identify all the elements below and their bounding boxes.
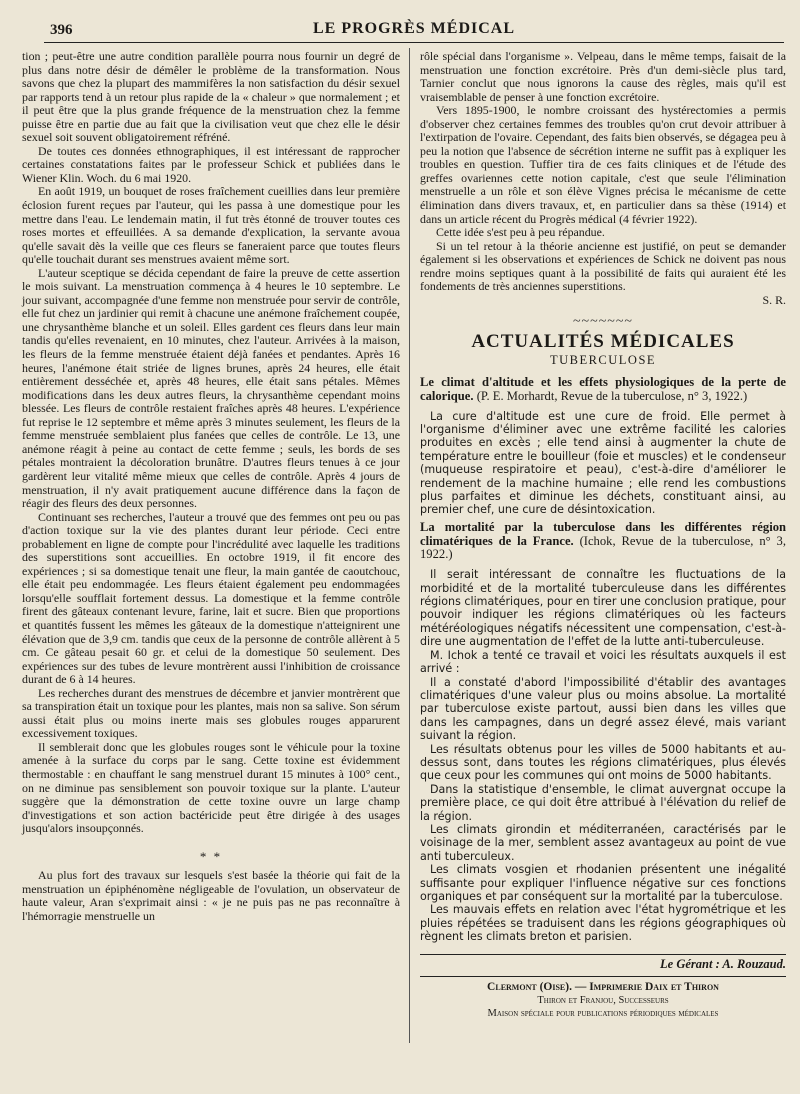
left-column bbox=[22, 50, 400, 923]
paragraph: Les climats girondin et méditerranéen, caractérisés par le voisinage de la mer, semblent assez avantageux au point de vue anti tuberculeux. bbox=[420, 822, 786, 863]
paragraph: Vers 1895-1900, le nombre croissant des hystérectomies a permis d'observer chez certaines femmes des troubles qu'on crut devoir attribuer à l'extirpation de l'ovaire. Cependant, des faits bien observés, se dégagea peu à peu la notion que l'absence de sécrétion interne ne suffit pas à expliquer les troubles en question. Tuffier tira de ces faits cliniques et de l'étude des greffes ovariennes cette notion capitale, c'est que seule l'élimination menstruelle a un rôle et son élève Vignes précisa le mécanisme de cette élimination dans divers travaux, et, en particulier dans sa thèse (1914) et dans un article récent du Progrès médical (4 février 1922). bbox=[420, 103, 786, 226]
article-reference: (P. E. Morhardt, Revue de la tuberculose, n° 3, 1922.) bbox=[476, 388, 748, 403]
paragraph: rôle spécial dans l'organisme ». Velpeau, dans le même temps, faisait de la menstruation une fonction excrétoire. Près d'un demi-siècle plus tard, Tarnier conclut que nous ignorons la cause des règles, mais qu'il est vraisemblable de penser à une fonction excrétoire. bbox=[420, 49, 786, 104]
journal-title: LE PROGRÈS MÉDICAL bbox=[312, 20, 516, 37]
page-number: 396 bbox=[50, 22, 73, 38]
section-title: ACTUALITÉS MÉDICALES bbox=[471, 330, 735, 352]
paragraph: Les mauvais effets en relation avec l'état hygrométrique et les pluies répétées se traduisent dans les régions géographiques où règnent les climats breton et parisien. bbox=[420, 903, 786, 944]
article-body bbox=[420, 410, 786, 517]
section-subtitle: TUBERCULOSE bbox=[549, 353, 657, 368]
article-reference: (Ichok, Revue de la tuberculose, n° 3, 1922.) bbox=[420, 533, 786, 562]
paragraph: La cure d'altitude est une cure de froid. Elle permet à l'organisme d'éliminer avec une extrême facilité les calories produites en excès ; elle tend ainsi à augmenter la chute de température entre le bouilleur (foie et muscles) et le condenseur (muqueuse respiratoire et peau), c'est-à-dire d'améliorer le rendement de la machine humaine ; elle rend les combustions plus parfaites et diminue les déchets, constituant ainsi, au premier chef, une cure de désintoxication. bbox=[420, 409, 786, 517]
paragraph: Dans la statistique d'ensemble, le climat auvergnat occupe la première place, ce qui doit être attribué à l'élévation du relief de la région. bbox=[420, 782, 786, 823]
right-column bbox=[420, 50, 786, 1020]
article-body bbox=[420, 568, 786, 943]
paragraph: Cette idée s'est peu à peu répandue. bbox=[436, 225, 605, 240]
printer-imprint bbox=[420, 976, 786, 1020]
paragraph: Il a constaté d'abord l'impossibilité d'établir des avantages climatériques d'une valeur plus ou moins absolue. La mortalité par tuberculose existe partout, aussi bien dans les villes que dans les campagnes, dans un degré assez élevé, mais variant suivant la région. bbox=[420, 675, 786, 743]
article-title-text: Le climat d'altitude et les effets physiologiques de la perte de calorique. bbox=[420, 375, 786, 403]
paragraph: Si un tel retour à la théorie ancienne est justifié, on peut se demander également si les observations et expériences de Schick ne doivent pas nous rendre moins septiques quant à la possibilité de faits qui auraient été les fondements de très anciennes superstitions. bbox=[420, 238, 786, 294]
paragraph: M. Ichok a tenté ce travail et voici les résultats auxquels il est arrivé : bbox=[420, 648, 786, 676]
section-stars: * * bbox=[199, 848, 223, 864]
gerant-line: Le Gérant : A. Rouzaud. bbox=[420, 954, 786, 972]
page-header bbox=[44, 18, 784, 43]
paragraph: Les recherches durant des menstrues de décembre et janvier montrèrent que sa transpiration était un toxique pour les plantes, mais non sa salive. Son sérum aussi était plus ou moins inerte mais ses globules rouges apparurent excessivement toxiques. bbox=[22, 685, 400, 741]
author-signature: S. R. bbox=[762, 292, 786, 307]
article-title-text: La mortalité par la tuberculose dans les différentes région climatériques de la France. bbox=[420, 519, 786, 548]
ornamental-divider: ~~~~~~~ bbox=[572, 314, 634, 330]
paragraph: Les climats vosgien et rhodanien présentent une inégalité suffisante pour expliquer l'influence négative sur ces fonctions organiques et par conséquent sur la mortalité par la tuberculose. bbox=[420, 863, 786, 904]
paragraph: L'auteur sceptique se décida cependant de faire la preuve de cette assertion le mois suivant. La menstruation commença à 4 heures le 10 septembre. Le jour suivant, accompagnée d'une femme non menstruée pour servir de contrôle, elle fut chez un jardinier qui remit à chacune une anémone fraîchement coupée, une chrysanthème blanche et un soleil. Elles gardent ces fleurs dans leur main tandis qu'elles revenaient, en 10 minutes, chez l'auteur. Arrivées à la maison, les fleurs de la femme menstruée étaient déjà fanées et pendantes. Après 16 heures, l'anémone était striée de lignes brunes, après 24 heures, elle était entièrement desséchée et, après 48 heures, elle était sans pétales. Mêmes modifications dans les deux autres fleurs, la chrysanthème cependant moins blessée. Les fleurs de contrôle restaient fraîches après 48 heures. L'expérience fut reprise le 12 septembre et même après 3 minutes seulement, les fleurs de la femme menstruée semblaient plus fanées que celles de contrôle. Le 13, une anémone réagit à peine au contact de cette femme ; seuls, les bords de ses pétales montraient la décoloration brunâtre. D'autres fleurs tenues à ce jour gardèrent leur vitalité même mieux que celles de contrôle. Après 4 jours de menstruation, il n'y avait pratiquement aucune différence dans la façon de réagir des fleurs des deux personnes. bbox=[22, 265, 401, 511]
paragraph: Les résultats obtenus pour les villes de 5000 habitants et au-dessus sont, dans toutes les régions climatériques, plus élevés que ceux pour les communes qui ont moins de 5000 habitants. bbox=[420, 742, 786, 783]
paragraph: Il semblerait donc que les globules rouges sont le véhicule pour la toxine amenée à la surface du corps par le sang. Cette toxine est évidemment thermostable : en chauffant le sang menstruel durant 15 minutes à 100° cent., on ne diminue pas sensiblement son pouvoir toxique sur la plante. L'auteur suggère que la démonstration de cette toxine ouvre un large champ d'investigations et son action bactéricide peut être dirigée à des usages jusqu'alors insoupçonnés. bbox=[22, 739, 400, 836]
paragraph: De toutes ces données ethnographiques, il est intéressant de rapprocher certaines constatations faites par le professeur Schick et publiées dans le Wiener Klin. Woch. du 6 mai 1920. bbox=[22, 143, 400, 185]
paragraph: Il serait intéressant de connaître les fluctuations de la morbidité et de la mortalité tuberculeuse dans les différentes régions climatériques, pour en tirer une conclusion pratique, pour pouvoir indiquer les régions climatériques où les facteurs météréologiques négatifs nécessitent une compensation, c'est-à-dire une augmentation de l'effet de la lutte anti-tuberculeuse. bbox=[420, 568, 786, 649]
imprint-line: Thiron et Franjou, Successeurs bbox=[537, 995, 669, 1007]
article-title bbox=[420, 376, 786, 404]
imprint-line: Clermont (Oise). — Imprimerie Daix et Thiron bbox=[487, 981, 719, 994]
imprint-line: Maison spéciale pour publications périodiques médicales bbox=[487, 1008, 719, 1020]
paragraph: tion ; peut-être une autre condition parallèle pourra nous fournir un degré de plus dans notre désir de démêler le problème de la transformation. Nous savons que chez la plupart des mammifères la non satisfaction du désir sexuel par rapports tend à un retour plus rapide de la « chaleur » que normalement ; et il peut être que la plus grande fréquence de la menstruation chez la femme puisse être en partie due au fait que la civilisation veut que chez elle le désir sexuel soit souvent obligatoirement réfréné. bbox=[22, 49, 400, 145]
column-divider bbox=[409, 48, 410, 1043]
paragraph: Continuant ses recherches, l'auteur a trouvé que des femmes ont peu ou pas d'action toxique sur la vie des plantes durant leur période. Ceci entre probablement en ligne de compte pour l'incrédulité avec laquelle les traditions des superstitions sont accueillies. En octobre 1919, il fit encore des expériences ; si sa domestique tenait une fleur, la main gantée de caoutchouc, elle était peu endommagée. Les fleurs étaient également peu endommagées lorsqu'elle soufflait fortement dessus. La domestique et la femme contrôle firent des gâteaux contenant levure, farine, lait et sucre. Bien que proportions et quantités fussent les mêmes les gâteaux de la domestique n'atteignirent une élévation que de 3,9 cm. tandis que ceux de la personne de contrôle allèrent à 5 cm. Ce gâteau pesait 60 gr. et celui de la domestique 50 seulement. Des expériences sur des tubes de levure montrèrent aussi l'inhibition de croissance durant de 6 à 14 heures. bbox=[22, 509, 400, 687]
paragraph: Au plus fort des travaux sur lesquels s'est basée la théorie qui fait de la menstruation un épiphénomène négligeable de l'ovulation, un observateur de haute valeur, Aran s'exprimait ainsi : « je ne puis pas ne pas reconnaître à l'hémorragie menstruelle un bbox=[22, 868, 400, 923]
paragraph: En août 1919, un bouquet de roses fraîchement cueillies dans leur première éclosion furent reçues par l'auteur, qui les passa à une domestique pour les mettre dans l'eau. Le lendemain matin, il fut très étonné de trouver toutes ces roses mortes et effeuillées. A sa demande d'explication, la servante avoua qu'elle savait dès la veille que ces fleurs se faneraient parce que toutes fleurs qu'elle touchait durant ses menstrues avaient même sort. bbox=[22, 184, 400, 267]
article-title bbox=[420, 521, 786, 562]
